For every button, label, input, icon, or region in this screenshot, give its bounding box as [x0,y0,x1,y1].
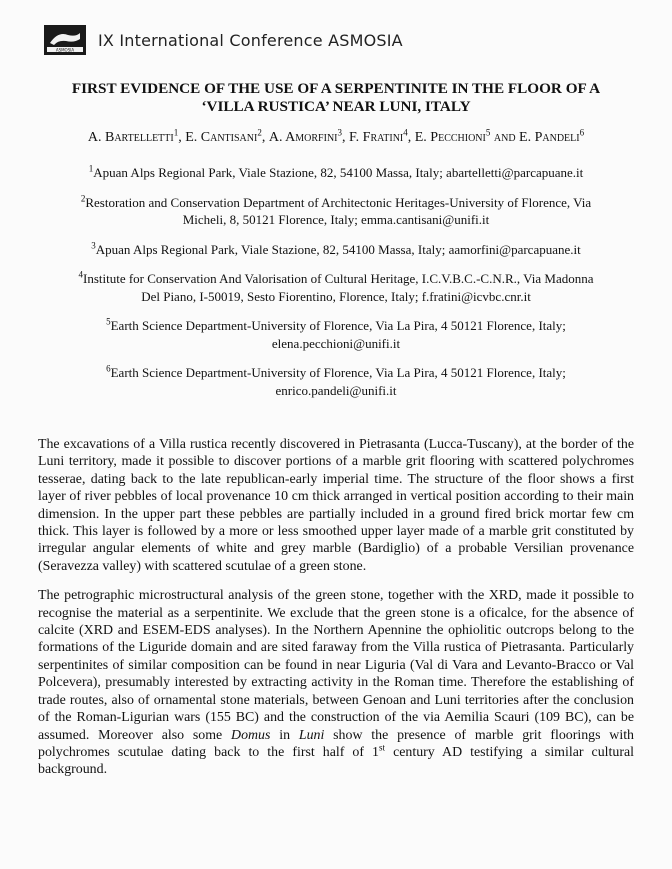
affiliation-number: 3 [91,240,96,251]
author-name: E. Cantisani [185,130,258,145]
affiliation [40,364,632,399]
author-affil-sup: 6 [579,127,585,138]
abstract-paragraph-1: The excavations of a Villa rustica recently discovered in Pietrasanta (Lucca-Tuscany), at the border of the Luni territory, made it possible to discover portions of a marble grit flooring with scattered polychromes tesserae, dating back to the late republican-early imperial time. The structure of the floor shows a first layer of river pebbles of local provenance 10 cm thick arranged in vertical position according to their main dimension. In the upper part these pebbles are partially included in a ground fired brick mortar few cm thick. This layer is followed by a more or less smoothed upper layer made of a marble grit constituted by irregular angular elements of white and grey marble (Bardiglio) of a probable Versilian provenance (Seravezza valley) with scattered scutulae of a green stone. [38,437,634,574]
affiliation [40,194,632,229]
svg-text:ASMOSIA: ASMOSIA [55,47,75,53]
affiliation [40,317,632,352]
abstract-paragraph-2 [38,587,634,778]
ordinal-sup: st [379,742,386,753]
conference-header [44,20,403,60]
author-affil-sup: 4 [403,127,408,138]
title-line-2: ‘VILLA RUSTICA’ NEAR LUNI, ITALY [201,98,471,115]
affiliation-line: Earth Science Department-University of Florence, Via La Pira, 4 50121 Florence, Italy; [110,318,566,333]
author-sep: , [261,130,269,145]
author-affil-sup: 5 [485,127,491,138]
author-affil-sup: 3 [337,127,343,138]
affiliation-line: Micheli, 8, 50121 Florence, Italy; emma.cantisani@unifi.it [182,212,490,227]
affiliation-number: 6 [106,363,111,374]
affiliation-line: Restoration and Conservation Department of Architectonic Heritages-University of Florence, Via [85,194,592,210]
affiliation [40,270,632,305]
author-name: E. Pecchioni [414,130,486,145]
author-sep: , [342,130,350,145]
author-affil-sup: 2 [257,127,262,138]
affiliation-number: 1 [88,163,94,174]
author-sep: , [407,130,415,145]
logo-graphic [44,25,86,55]
affiliation-line: Del Piano, I-50019, Sesto Fiorentino, Florence, Italy; f.fratini@icvbc.cnr.it [141,288,531,304]
paragraph-text: century AD testifying a similar cultural background. [38,744,634,778]
conference-name: IX International Conference ASMOSIA [98,30,403,50]
affiliation-line: elena.pecchioni@unifi.it [271,335,401,351]
author-sep: , [178,130,186,145]
asmosia-logo [44,25,86,55]
affiliation-number: 5 [106,316,111,327]
paragraph-text: in [270,727,299,743]
paper-title [40,80,632,116]
author-name: A. Bartelletti [87,130,174,145]
affiliation-number: 4 [78,269,83,280]
title-line-1: FIRST EVIDENCE OF THE USE OF A SERPENTINITE IN THE FLOOR OF A [71,80,601,97]
affiliation-line: enrico.pandeli@unifi.it [275,382,397,398]
paragraph-text: show the presence of marble grit floorings with polychromes scutulae dating back to the first half of 1 [38,727,635,760]
affiliation-line: Earth Science Department-University of Florence, Via La Pira, 4 50121 Florence, Italy; [110,365,566,380]
author-list [20,127,652,146]
author-name: A. Amorfini [268,130,338,145]
abstract-body [38,436,634,791]
affiliation-line: Apuan Alps Regional Park, Viale Stazione, 82, 54100 Massa, Italy; abartelletti@parcapuane.it [93,165,584,180]
author-name: E. Pandeli [519,130,580,145]
italic-term: Domus [231,727,271,743]
affiliation-list [40,164,632,411]
affiliation-number: 2 [80,193,86,204]
author-sep: and [490,130,520,145]
author-affil-sup: 1 [173,127,179,138]
paragraph-text: The petrographic microstructural analysis of the green stone, together with the XRD, made it possible to recognise the material as a serpentinite. We exclude that the green stone is a oficalce, for the absence of calcite (XRD and ESEM-EDS analyses). In the Northern Apennine the ophiolitic outcrops belong to the formations of the Liguride domain and are sited faraway from the Villa rustica of Pietrasanta. Particularly serpentinites of similar composition can be found in near Liguria (Val di Vara and Levanto-Bracco or Val Polcevera), presumably interested by extracting activity in the Roman time. Therefore the establishing of trade routes, also of ornamental stone materials, between Genoan and Luni territories after the conclusion of the Roman-Ligurian wars (155 BC) and the construction of the via Aemilia Scauri (109 BC), can be assumed. Moreover also some [38,588,634,743]
italic-term: Luni [298,727,325,743]
affiliation-line: Institute for Conservation And Valorisation of Cultural Heritage, I.C.V.B.C.-C.N.R., Via Madonna [83,271,594,286]
author-name: F. Fratini [349,130,404,145]
affiliation [40,164,632,182]
affiliation [40,241,632,259]
affiliation-line: Apuan Alps Regional Park, Viale Stazione, 82, 54100 Massa, Italy; aamorfini@parcapuane.it [95,241,581,257]
